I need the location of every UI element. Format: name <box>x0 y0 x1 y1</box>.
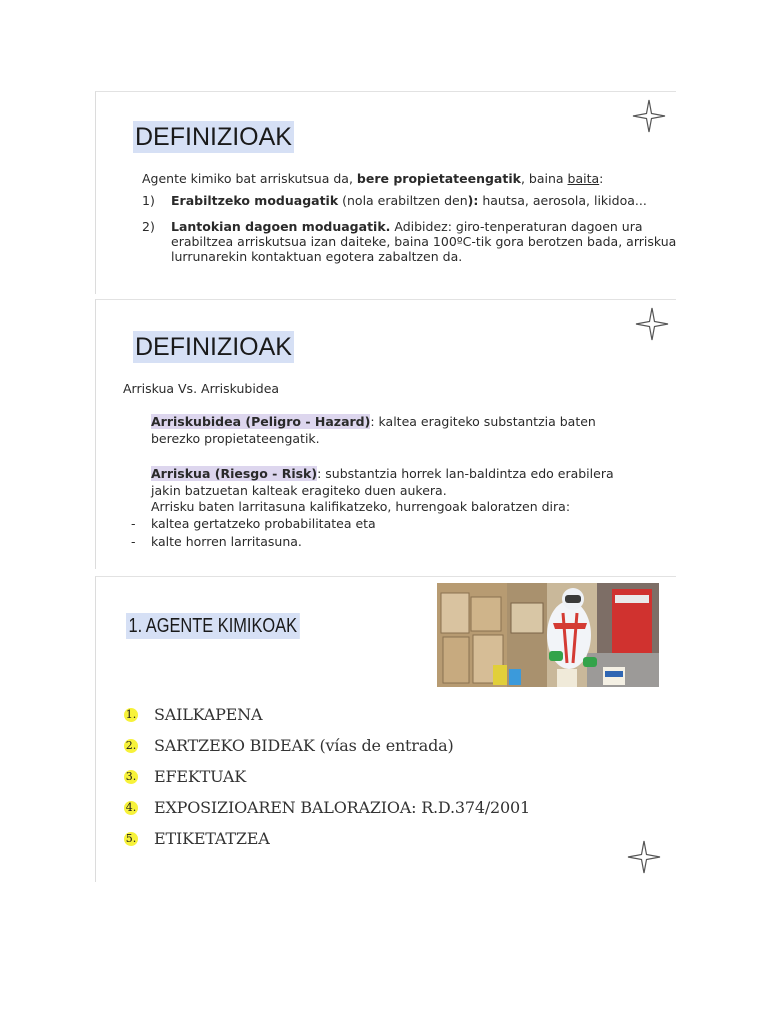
slide-definitions-1 <box>95 91 676 294</box>
topic-label: ETIKETATZEA <box>154 829 270 848</box>
number-badge: 1. <box>125 708 137 721</box>
definition-item-2-line2: erabiltzea arriskutsua izan daiteke, baina 100ºC-tik gora berotzen bada, arriskua <box>171 234 677 249</box>
item-number: 2) <box>142 219 155 234</box>
topic-label: EFEKTUAK <box>154 767 246 786</box>
number-badge: 4. <box>125 801 137 814</box>
risk-factor-1: kaltea gertatzeko probabilitatea eta <box>151 516 376 531</box>
topic-label: SAILKAPENA <box>154 705 263 724</box>
number-badge: 2. <box>125 739 137 752</box>
hazard-definition: Arriskubidea (Peligro - Hazard): kaltea eragiteko substantzia baten <box>151 414 596 429</box>
definition-item-1: Erabiltzeko moduagatik (nola erabiltzen den): hautsa, aerosola, likidoa... <box>171 193 647 208</box>
slide-title: 1. AGENTE KIMIKOAK <box>126 613 300 639</box>
topic-label: EXPOSIZIOAREN BALORAZIOA: R.D.374/2001 <box>154 798 530 817</box>
topic-label: SARTZEKO BIDEAK (vías de entrada) <box>154 736 454 755</box>
slide-title: DEFINIZIOAK <box>135 123 292 151</box>
star-icon <box>627 840 661 874</box>
number-badge: 5. <box>125 832 137 845</box>
star-icon <box>635 307 669 341</box>
risk-definition-line3: Arrisku baten larritasuna kalifikatzeko, hurrengoak baloratzen dira: <box>151 499 571 514</box>
star-icon <box>632 99 666 133</box>
risk-definition: Arriskua (Riesgo - Risk): substantzia horrek lan-baldintza edo erabilera <box>151 466 614 481</box>
item-number: 1) <box>142 193 155 208</box>
slide-chemical-agents <box>95 576 676 882</box>
subtitle: Arriskua Vs. Arriskubidea <box>123 381 280 396</box>
dash-bullet: - <box>131 534 136 549</box>
definition-item-2-line3: lurrunarekin kontaktuan egotera zabaltzen da. <box>171 249 463 264</box>
risk-factor-2: kalte horren larritasuna. <box>151 534 302 549</box>
number-badge: 3. <box>125 770 137 783</box>
slide-definitions-2 <box>95 299 676 569</box>
slide-title: DEFINIZIOAK <box>135 333 292 361</box>
worker-protective-suit-photo <box>437 583 659 687</box>
definition-item-2: Lantokian dagoen moduagatik. Adibidez: giro-tenperaturan dagoen ura <box>171 219 643 234</box>
hazard-definition-line2: berezko propietateengatik. <box>151 431 320 446</box>
intro-text: Agente kimiko bat arriskutsua da, bere propietateengatik, baina baita: <box>142 171 604 186</box>
risk-definition-line2: jakin batzuetan kalteak eragiteko duen aukera. <box>151 483 447 498</box>
dash-bullet: - <box>131 516 136 531</box>
